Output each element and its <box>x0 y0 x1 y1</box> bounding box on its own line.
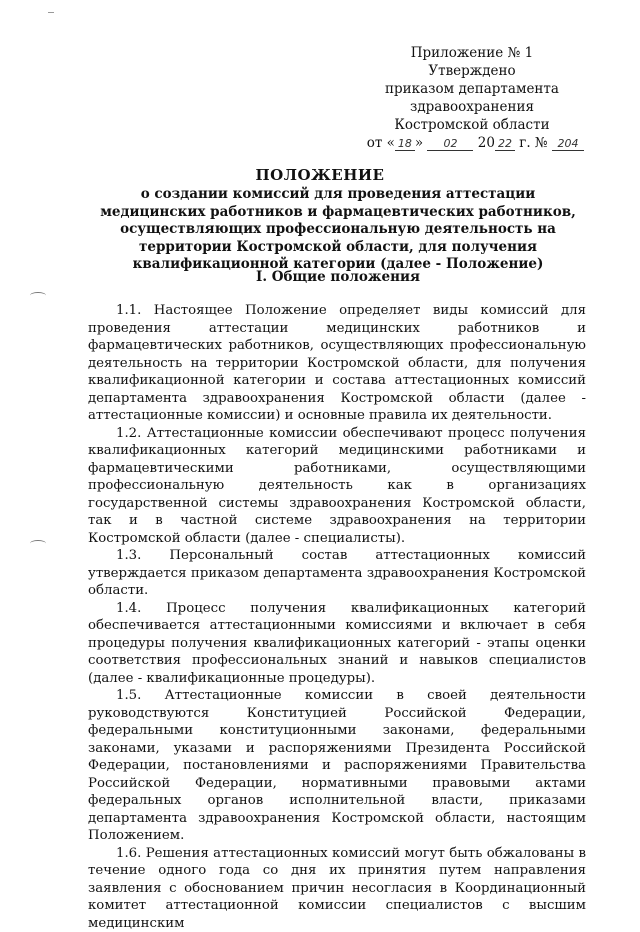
date-day-close: » <box>415 135 423 151</box>
scan-artifact <box>48 12 54 13</box>
paragraph: 1.3. Персональный состав аттестационных комиссий утверждается приказом департамента здравоохранения Костромской области. <box>88 547 586 600</box>
approval-date-line <box>352 134 584 152</box>
approval-line: Приложение № 1 <box>352 44 592 62</box>
document-body <box>88 302 586 932</box>
year-word: г. № <box>519 135 547 151</box>
year-prefix: 20 <box>478 135 495 151</box>
paragraph: 1.5. Аттестационные комиссии в своей деятельности руководствуются Конституцией Российской Федерации, федеральными конституционными законами, федеральными законами, указами и распоряжениями Президента Российской Федерации, постановлениями и распоряжениями Правительства Российской Федерации, нормативными правовыми актами федеральных органов исполнительной власти, приказами департамента здравоохранения Костромской области, настоящим Положением. <box>88 687 586 845</box>
handwritten-year: 22 <box>495 137 515 151</box>
paragraph: 1.2. Аттестационные комиссии обеспечивают процесс получения квалификационных категорий медицинскими работниками и фармацевтическими работниками, осуществляющими профессиональную деятельность как в организациях государственной системы здравоохранения Костромской области, так и в частной системе здравоохранения на территории Костромской области (далее - специалисты). <box>88 425 586 548</box>
approval-line: Костромской области <box>352 116 592 134</box>
section-heading: I. Общие положения <box>92 268 584 286</box>
document-subtitle: о создании комиссий для проведения аттестации медицинских работников и фармацевтических работников, осуществляющих профессиональную деятельность на территории Костромской области, для получения квалификационной категории (далее - Положение) <box>92 186 584 274</box>
approval-line: Утверждено <box>352 62 592 80</box>
document-title: ПОЛОЖЕНИЕ <box>60 166 580 185</box>
date-prefix: от « <box>367 135 395 151</box>
punch-hole-mark <box>30 540 46 547</box>
paragraph: 1.4. Процесс получения квалификационных категорий обеспечивается аттестационными комиссиями и включает в себя процедуры получения квалификационных категорий - этапы оценки соответствия профессиональных знаний и навыков специалистов (далее - квалификационные процедуры). <box>88 600 586 688</box>
handwritten-month: 02 <box>427 137 473 151</box>
paragraph: 1.6. Решения аттестационных комиссий могут быть обжалованы в течение одного года со дня их принятия путем направления заявления с обоснованием причин несогласия в Координационный комитет аттестационной комиссии специалистов с высшим медицинским <box>88 845 586 932</box>
approval-block <box>352 44 592 152</box>
approval-line: здравоохранения <box>352 98 592 116</box>
paragraph: 1.1. Настоящее Положение определяет виды комиссий для проведения аттестации медицинских работников и фармацевтических работников, осуществляющих профессиональную деятельность на территории Костромской области, для получения квалификационной категории и состава аттестационных комиссий департамента здравоохранения Костромской области (далее - аттестационные комиссии) и основные правила их деятельности. <box>88 302 586 425</box>
handwritten-number: 204 <box>552 137 584 151</box>
handwritten-day: 18 <box>395 137 415 151</box>
approval-line: приказом департамента <box>352 80 592 98</box>
punch-hole-mark <box>30 292 46 299</box>
